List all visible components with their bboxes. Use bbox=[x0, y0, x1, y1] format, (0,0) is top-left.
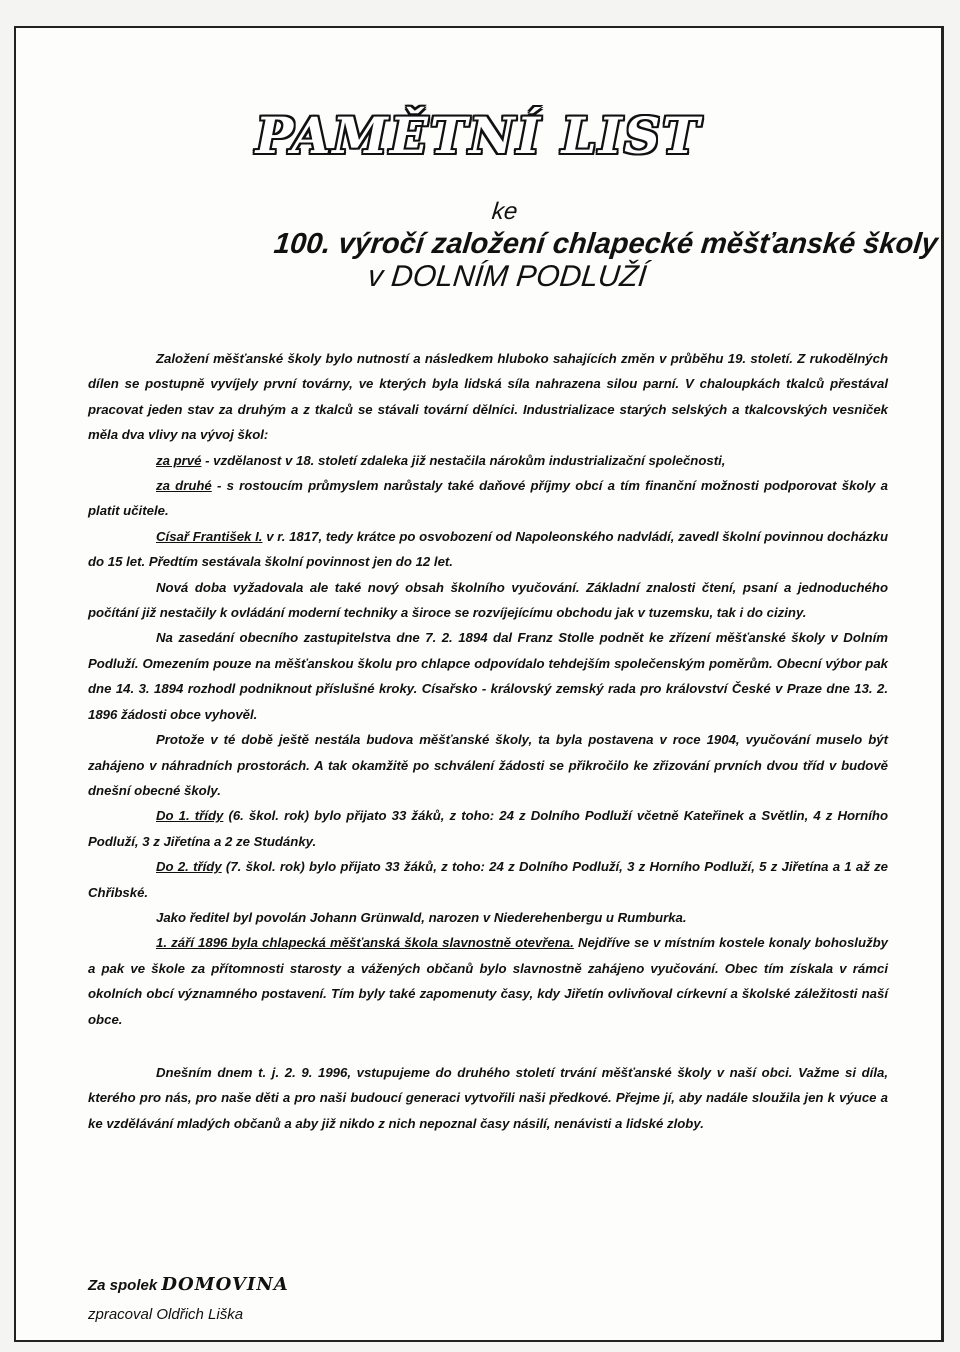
paragraph-second-text: - s rostoucím průmyslem narůstaly také daňové příjmy obcí a tím finanční možnosti podporovat školy a platit učitele. bbox=[88, 478, 888, 519]
paragraph-emperor-lead: Císař František I. bbox=[156, 528, 263, 544]
paragraph-class-1-text: (6. škol. rok) bylo přijato 33 žáků, z toho: 24 z Dolního Podluží včetně Kateřinek a Světlin, 4 z Horního Podluží, 3 z Jiřetína a 2 ze Studánky. bbox=[88, 808, 888, 849]
paragraph-council: Na zasedání obecního zastupitelstva dne 7. 2. 1894 dal Franz Stolle podnět ke zřízení měšťanské školy v Dolním Podluží. Omezením pouze na měšťanskou školu pro chlapce odpovídalo tehdejším společenským poměrům. Obecní výbor pak dne 14. 3. 1894 rozhodl podniknout příslušné kroky. Císařsko - královský zemský rada pro království České v Praze dne 13. 2. 1896 žádosti obce vyhověl. bbox=[88, 630, 888, 722]
paragraph-gap bbox=[88, 1032, 888, 1060]
signature-org-line bbox=[88, 1274, 289, 1295]
document-title: PAMĚTNÍ LIST bbox=[255, 106, 702, 165]
paragraph-first-lead: za prvé bbox=[156, 452, 202, 468]
paragraph-opening-text: Nejdříve se v místním kostele konaly bohoslužby a pak ve škole za přítomnosti starosty a vážených občanů bylo slavnostně zahájeno vyučování. Obec tím získala v rámci okolních obcí významného postavení. Tím byly také zapomenuty časy, kdy Jiřetín ovlivňoval církevní a školské záležitosti naší obce. bbox=[88, 935, 888, 1027]
paragraph-class-2 bbox=[88, 854, 888, 905]
signature-prefix: Za spolek bbox=[88, 1277, 158, 1294]
paragraph-director: Jako ředitel byl povolán Johann Grünwald, narozen v Niederehenbergu u Rumburka. bbox=[156, 909, 687, 925]
paragraph-emperor bbox=[88, 524, 888, 575]
body-text bbox=[88, 346, 888, 1136]
paragraph-first-text: - vzdělanost v 18. století zdaleka již nestačila nárokům industrializační společnosti, bbox=[201, 452, 726, 468]
paragraph-class-1 bbox=[88, 803, 888, 854]
paragraph-class-2-text: (7. škol. rok) bylo přijato 33 žáků, z toho: 24 z Dolního Podluží, 3 z Horního Podluží, 5 z Jiřetína a 1 až ze Chřibské. bbox=[88, 859, 888, 900]
paragraph-emperor-text: v r. 1817, tedy krátce po osvobození od Napoleonského nadvládí, zavedl školní povinnou docházku do 15 let. Předtím sestávala školní povinnost jen do 12 let. bbox=[88, 528, 889, 570]
signature-org: DOMOVINA bbox=[161, 1274, 289, 1295]
paragraph-opening bbox=[88, 930, 888, 1032]
paragraph-intro: Založení měšťanské školy bylo nutností a následkem hluboko sahajících změn v průběhu 19. století. Z rukodělných dílen se postupně vyvíjely první továrny, ve kterých byla lidská síla nahrazena silou parní. V chaloupkách tkalců přestával pracovat jeden stav za druhým a z tkalců se stávali tovární dělníci. Industrializace starých selských a tkalcovských vesniček měla dva vlivy na vývoj škol: bbox=[88, 351, 888, 443]
subtitle-place: v DOLNÍM PODLUŽÍ bbox=[366, 260, 649, 293]
paragraph-opening-lead: 1. září 1896 byla chlapecká měšťanská škola slavnostně otevřena. bbox=[156, 935, 574, 951]
subtitle-anniversary: 100. výročí založení chlapecké měšťanské školy bbox=[272, 228, 940, 260]
paragraph-second bbox=[88, 473, 888, 524]
subtitle-ke: ke bbox=[490, 198, 519, 225]
paragraph-building: Protože v té době ještě nestála budova měšťanské školy, ta byla postavena v roce 1904, vyučování muselo být zahájeno v náhradních prostorách. A tak okamžitě po schválení žádosti se přikročilo ke zřizování prvních dvou tříd v budově dnešní obecné školy. bbox=[88, 732, 888, 798]
paragraph-class-1-lead: Do 1. třídy bbox=[156, 808, 224, 824]
paragraph-class-2-lead: Do 2. třídy bbox=[156, 859, 222, 875]
paragraph-today: Dnešním dnem t. j. 2. 9. 1996, vstupujeme do druhého století trvání měšťanské školy v naší obci. Važme si díla, kterého pro nás, pro naše děti a pro naši budoucí generaci vytvořili naši předkové. Přejme jí, aby nadále sloužila jen k výuce a ke vzdělávání mladých občanů a aby již nikdo z nich nepoznal časy násilí, nenávisti a lidské zloby. bbox=[88, 1064, 888, 1131]
paragraph-second-lead: za druhé bbox=[156, 478, 212, 494]
paragraph-new-era: Nová doba vyžadovala ale také nový obsah školního vyučování. Základní znalosti čtení, psaní a jednoduchého počítání již nestačily k ovládání moderní techniky a široce se rozvíjejícímu obchodu jak v tuzemsku, tak i do ciziny. bbox=[88, 579, 888, 621]
signature-author: zpracoval Oldřich Liška bbox=[88, 1306, 244, 1323]
document-page bbox=[14, 26, 944, 1342]
paragraph-first bbox=[88, 448, 888, 473]
